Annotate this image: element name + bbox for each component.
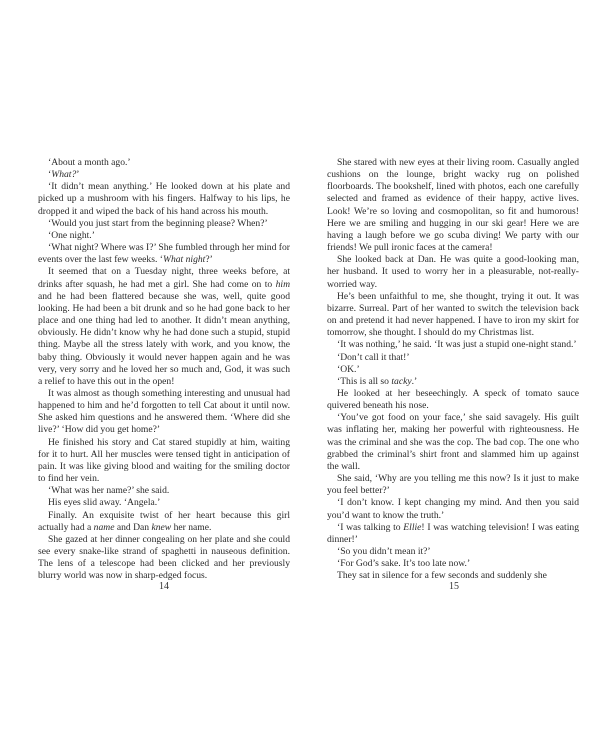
paragraph	[327, 291, 579, 340]
paragraph	[38, 230, 290, 242]
paragraph	[327, 254, 579, 290]
text-run: They sat in silence for a few seconds and suddenly she	[337, 570, 547, 582]
text-run: ‘It didn’t mean anything.’ He looked down at his plate and picked up a mushroom with his fingers. Halfway to his lips, he dropped it and wiped the back of his hand across his mouth.	[38, 181, 290, 217]
italic-text: Ellie	[403, 521, 422, 533]
text-run: It seemed that on a Tuesday night, three weeks before, at drinks after squash, he had met a girl. She had come on to	[38, 266, 290, 290]
text-run: ‘For God’s sake. It’s too late now.’	[337, 558, 471, 570]
text-run: ‘About a month ago.’	[48, 157, 131, 168]
text-run: ‘I don’t know. I kept changing my mind. And then you said you’d want to know the truth.’	[327, 497, 579, 521]
text-run: She gazed at her dinner congealing on her plate and she could see every snake-like strand of spaghetti in nauseous definition. The lens of a telescope had been clicked and her previously blurry world was now in sharp-edged focus.	[38, 533, 290, 582]
paragraph	[327, 157, 579, 254]
text-run: He looked at her beseechingly. A speck of tomato sauce quivered beneath his nose.	[327, 387, 579, 412]
text-run: ‘What was her name?’ she said.	[48, 485, 170, 497]
text-run: ‘	[48, 169, 52, 181]
italic-text: knew	[151, 521, 172, 533]
paragraph	[327, 473, 579, 497]
paragraph	[327, 376, 579, 388]
paragraph	[327, 352, 579, 364]
paragraph	[38, 437, 290, 486]
text-run: and he had been flattered because she was, well, quite good looking. He had been a bit drunk and so he had gone back to her place and one thing had led to another. It didn’t mean anything, obviously. He didn’t know why he had done such a stupid, stupid thing. Maybe all the stress lately with work, and you know, the baby thing. Obviously it would never happen again and he was very, very sorry and he loved her so much and, God, it was such a relief to have this out in the open!	[38, 290, 290, 387]
paragraph	[327, 388, 579, 412]
text-run: She said, ‘Why are you telling me this now? Is it just to make you feel better?’	[327, 473, 579, 497]
text-run: ‘Would you just start from the beginning please? When?’	[48, 217, 268, 229]
right-page-text	[327, 157, 579, 582]
italic-text: What?	[51, 169, 77, 181]
text-run: ’	[76, 169, 80, 181]
text-run: ‘One night.’	[48, 229, 95, 241]
text-run: ‘This is all so	[337, 375, 392, 387]
italic-text: name	[93, 521, 115, 533]
text-run: ‘OK.’	[337, 363, 360, 375]
text-run: ‘It was nothing,’ he said. ‘It was just a stupid one-night stand.’	[337, 339, 577, 351]
paragraph	[38, 388, 290, 437]
paragraph	[38, 169, 290, 181]
right-page	[300, 0, 600, 750]
paragraph	[327, 364, 579, 376]
paragraph	[327, 522, 579, 546]
paragraph	[38, 242, 290, 266]
paragraph	[327, 546, 579, 558]
italic-text: tacky	[391, 375, 412, 387]
paragraph	[327, 339, 579, 351]
paragraph	[327, 497, 579, 521]
text-run: her name.	[171, 521, 212, 533]
text-run: and Dan	[114, 521, 152, 533]
italic-text: What night	[162, 254, 206, 266]
paragraph	[38, 510, 290, 534]
italic-text: him	[275, 278, 290, 290]
text-run: ‘I was talking to	[337, 521, 404, 533]
left-page-text	[38, 157, 290, 582]
paragraph	[38, 218, 290, 230]
paragraph	[327, 558, 579, 570]
text-run: ‘So you didn’t mean it?’	[337, 546, 431, 557]
text-run: ‘What night? Where was I?’ She fumbled through her mind for events over the last few weeks. ‘	[38, 242, 290, 266]
page-number-right: 15	[449, 581, 459, 592]
text-run: ?’	[205, 254, 213, 266]
page-number-left: 14	[159, 581, 169, 592]
paragraph	[38, 497, 290, 509]
text-run: She stared with new eyes at their living room. Casually angled cushions on the lounge, bright wacky rug on polished floorboards. The bookshelf, lined with photos, each one carefully selected and framed as evidence of their happy, active lives. Look! We’re so loving and cosmopolitan, so fit and humorous! Here we are smiling and hugging in our ski gear! Here we are having a laugh before we go scuba diving! We party with our friends! We pull ironic faces at the camera!	[327, 157, 579, 254]
text-run: Finally. An exquisite twist of her heart because this girl actually had a	[38, 509, 290, 533]
paragraph	[38, 485, 290, 497]
text-run: ‘You’ve got food on your face,’ she said savagely. His guilt was inflating her, making her powerful with righteousness. He was the criminal and she was the cop. The bad cop. The one who grabbed the criminal’s shirt front and slammed him up against the wall.	[327, 412, 579, 472]
text-run: ‘Don’t call it that!’	[337, 351, 410, 363]
paragraph	[327, 412, 579, 473]
text-run: It was almost as though something interesting and unusual had happened to him and he’d forgotten to tell Cat about it until now. She asked him questions and he answered them. ‘Where did she live?’ ‘How did you get home?’	[38, 387, 290, 436]
text-run: .’	[411, 375, 418, 387]
text-run: She looked back at Dan. He was quite a good-looking man, her husband. It used to worry her in a pleasurable, not-really-worried way.	[327, 254, 579, 290]
paragraph	[38, 266, 290, 388]
paragraph	[38, 181, 290, 217]
text-run: He finished his story and Cat stared stupidly at him, waiting for it to hurt. All her muscles were tensed tight in anticipation of pain. It was like giving blood and waiting for the smiling doctor to find her vein.	[38, 436, 290, 485]
text-run: He’s been unfaithful to me, she thought, trying it out. It was bizarre. Surreal. Part of her wanted to switch the television back on and pretend it had never happened. I have to iron my skirt for tomorrow, she thought. I should do my Christmas list.	[327, 290, 579, 339]
text-run: ! I was watching television! I was eating dinner!’	[327, 521, 579, 545]
paragraph	[38, 534, 290, 583]
text-run: His eyes slid away. ‘Angela.’	[48, 497, 161, 509]
paragraph	[38, 157, 290, 169]
